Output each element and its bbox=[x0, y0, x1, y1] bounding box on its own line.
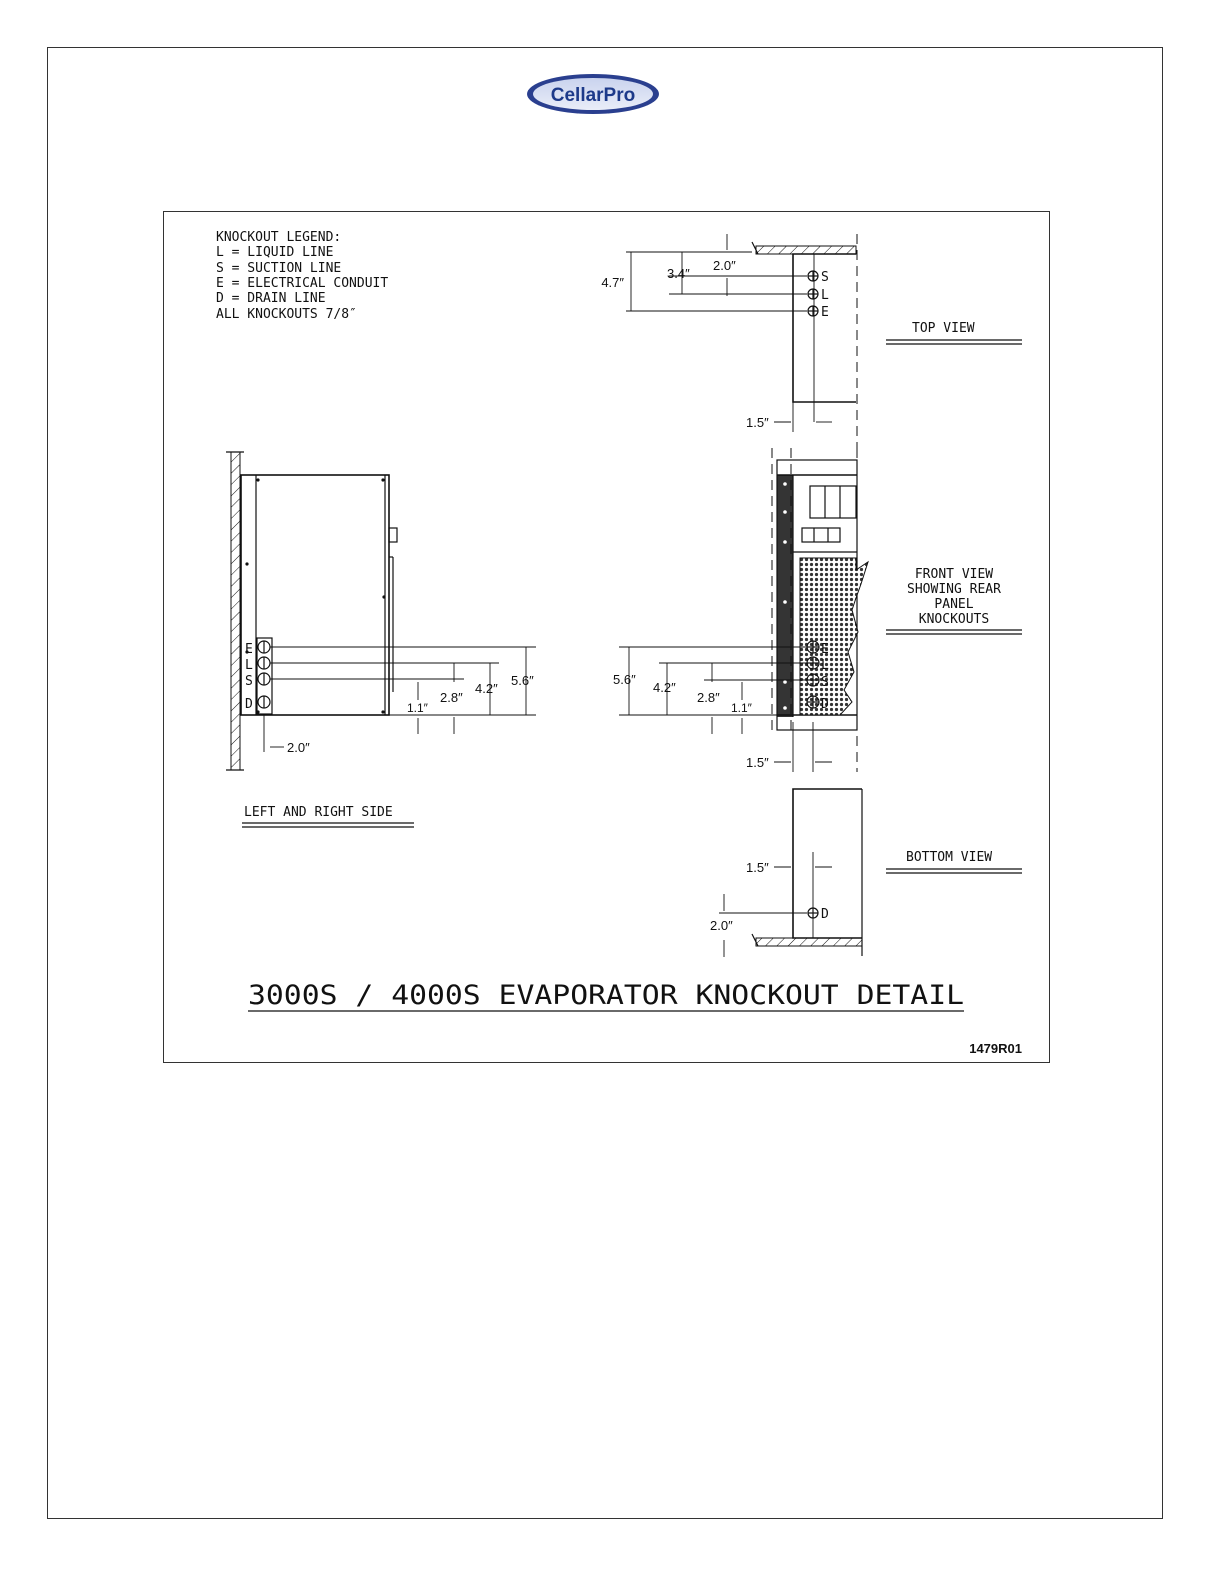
drawing-title: 3000S / 4000S EVAPORATOR KNOCKOUT DETAIL bbox=[248, 980, 964, 1011]
dim-bottom-1-5: 1.5″ bbox=[746, 860, 769, 875]
svg-text:E: E bbox=[821, 305, 829, 320]
side-view bbox=[226, 452, 536, 827]
dim-side-1-1: 1.1″ bbox=[407, 701, 428, 715]
dim-top-1-5: 1.5″ bbox=[746, 415, 769, 430]
svg-text:L: L bbox=[821, 658, 829, 673]
dim-front-2-8: 2.8″ bbox=[697, 690, 720, 705]
dim-side-4-2: 4.2″ bbox=[475, 681, 498, 696]
svg-text:D: D bbox=[821, 697, 829, 712]
legend-item-liquid: L = LIQUID LINE bbox=[216, 245, 334, 260]
legend-item-electrical: E = ELECTRICAL CONDUIT bbox=[216, 276, 389, 291]
svg-text:S: S bbox=[821, 270, 829, 285]
svg-text:S: S bbox=[821, 675, 829, 690]
top-view-label: TOP VIEW bbox=[912, 321, 975, 336]
legend-heading: KNOCKOUT LEGEND: bbox=[216, 230, 342, 245]
knockout-drawing bbox=[163, 211, 1050, 1063]
dim-side-2-8: 2.8″ bbox=[440, 690, 463, 705]
dim-side-2-0: 2.0″ bbox=[287, 740, 310, 755]
drawing-number: 1479R01 bbox=[969, 1041, 1022, 1056]
logo-text: CellarPro bbox=[550, 85, 636, 106]
cellarpro-logo bbox=[525, 72, 661, 116]
front-view bbox=[613, 448, 1022, 772]
svg-text:E: E bbox=[821, 642, 829, 657]
svg-text:D: D bbox=[821, 907, 829, 922]
dim-front-1-1: 1.1″ bbox=[731, 701, 752, 715]
knockout-l-top bbox=[808, 288, 829, 303]
dim-side-5-6: 5.6″ bbox=[511, 673, 534, 688]
svg-text:E: E bbox=[245, 642, 253, 657]
svg-text:L: L bbox=[821, 288, 829, 303]
dim-front-4-2: 4.2″ bbox=[653, 680, 676, 695]
side-view-label: LEFT AND RIGHT SIDE bbox=[244, 805, 393, 820]
bottom-view-label: BOTTOM VIEW bbox=[906, 850, 993, 865]
knockout-e-top bbox=[808, 305, 829, 320]
front-view-label-4: KNOCKOUTS bbox=[918, 612, 990, 627]
dim-front-1-5: 1.5″ bbox=[746, 755, 769, 770]
knockout-legend bbox=[216, 230, 388, 322]
dim-top-3-4: 3.4″ bbox=[667, 266, 690, 281]
dim-top-4-7: 4.7″ bbox=[601, 275, 624, 290]
svg-text:S: S bbox=[245, 674, 253, 689]
svg-text:L: L bbox=[245, 658, 253, 673]
bottom-view bbox=[710, 789, 1022, 957]
front-view-label-3: PANEL bbox=[934, 597, 974, 612]
svg-text:D: D bbox=[245, 697, 253, 712]
legend-item-size: ALL KNOCKOUTS 7/8″ bbox=[216, 307, 357, 322]
front-view-label-2: SHOWING REAR bbox=[907, 582, 1001, 597]
dim-front-5-6: 5.6″ bbox=[613, 672, 636, 687]
knockout-d-bottom bbox=[808, 907, 829, 922]
dim-bottom-2-0: 2.0″ bbox=[710, 918, 733, 933]
knockout-s-top bbox=[808, 270, 829, 285]
legend-item-drain: D = DRAIN LINE bbox=[216, 291, 326, 306]
front-view-label-1: FRONT VIEW bbox=[914, 567, 994, 582]
dim-top-2-0: 2.0″ bbox=[713, 258, 736, 273]
top-view bbox=[601, 234, 1022, 450]
legend-item-suction: S = SUCTION LINE bbox=[216, 261, 342, 276]
